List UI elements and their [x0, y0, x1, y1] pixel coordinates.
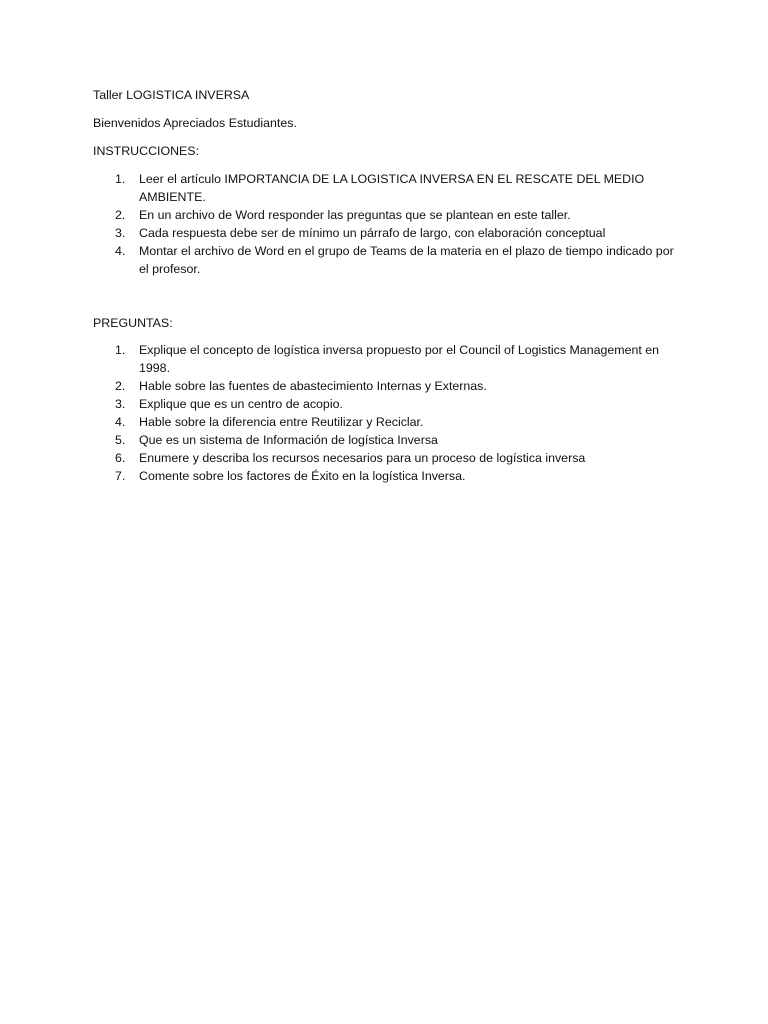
list-item: [93, 395, 678, 413]
title-prefix: Taller: [93, 88, 127, 102]
list-item-text: Hable sobre las fuentes de abastecimiento Internas y Externas.: [139, 379, 487, 393]
instructions-heading: INSTRUCCIONES:: [93, 144, 200, 158]
list-item-number: 2.: [115, 208, 126, 222]
list-item-number: 1.: [115, 172, 126, 186]
list-item: [93, 242, 678, 278]
questions-heading: PREGUNTAS:: [93, 316, 173, 330]
list-item-text: Enumere y describa los recursos necesarios para un proceso de logística inversa: [139, 451, 586, 465]
list-item-text: En un archivo de Word responder las preguntas que se plantean en este taller.: [139, 208, 571, 222]
list-item: [93, 467, 678, 485]
list-item: [93, 206, 678, 224]
list-item-number: 7.: [115, 469, 126, 483]
list-item-number: 6.: [115, 451, 126, 465]
section-spacer: [93, 278, 678, 314]
list-item-text: Leer el artículo IMPORTANCIA DE LA LOGISTICA INVERSA EN EL RESCATE DEL MEDIO AMBIENTE.: [139, 172, 645, 204]
document-title: [93, 86, 678, 104]
list-item: [93, 449, 678, 467]
list-item-text: Cada respuesta debe ser de mínimo un párrafo de largo, con elaboración conceptual: [139, 226, 606, 240]
list-item-text: Explique el concepto de logística inversa propuesto por el Council of Logistics Management en 1998.: [139, 343, 660, 375]
list-item-text: Comente sobre los factores de Éxito en la logística Inversa.: [139, 469, 466, 483]
document-body: [93, 86, 678, 485]
list-item-number: 3.: [115, 397, 126, 411]
questions-list: [93, 341, 678, 485]
list-item: [93, 170, 678, 206]
instructions-list: [93, 170, 678, 278]
list-item: [93, 431, 678, 449]
list-item-number: 4.: [115, 415, 126, 429]
list-item-text: Hable sobre la diferencia entre Reutilizar y Reciclar.: [139, 415, 424, 429]
list-item-number: 5.: [115, 433, 126, 447]
list-item: [93, 224, 678, 242]
list-item-number: 3.: [115, 226, 126, 240]
list-item-number: 1.: [115, 343, 126, 357]
greeting-text: Bienvenidos Apreciados Estudiantes.: [93, 116, 297, 130]
list-item: [93, 341, 678, 377]
list-item-text: Montar el archivo de Word en el grupo de Teams de la materia en el plazo de tiempo indicado por el profesor.: [139, 244, 674, 276]
list-item-text: Explique que es un centro de acopio.: [139, 397, 343, 411]
list-item: [93, 377, 678, 395]
list-item-number: 4.: [115, 244, 126, 258]
list-item-text: Que es un sistema de Información de logística Inversa: [139, 433, 438, 447]
list-item: [93, 413, 678, 431]
title-main: LOGISTICA INVERSA: [126, 88, 250, 102]
list-item-number: 2.: [115, 379, 126, 393]
